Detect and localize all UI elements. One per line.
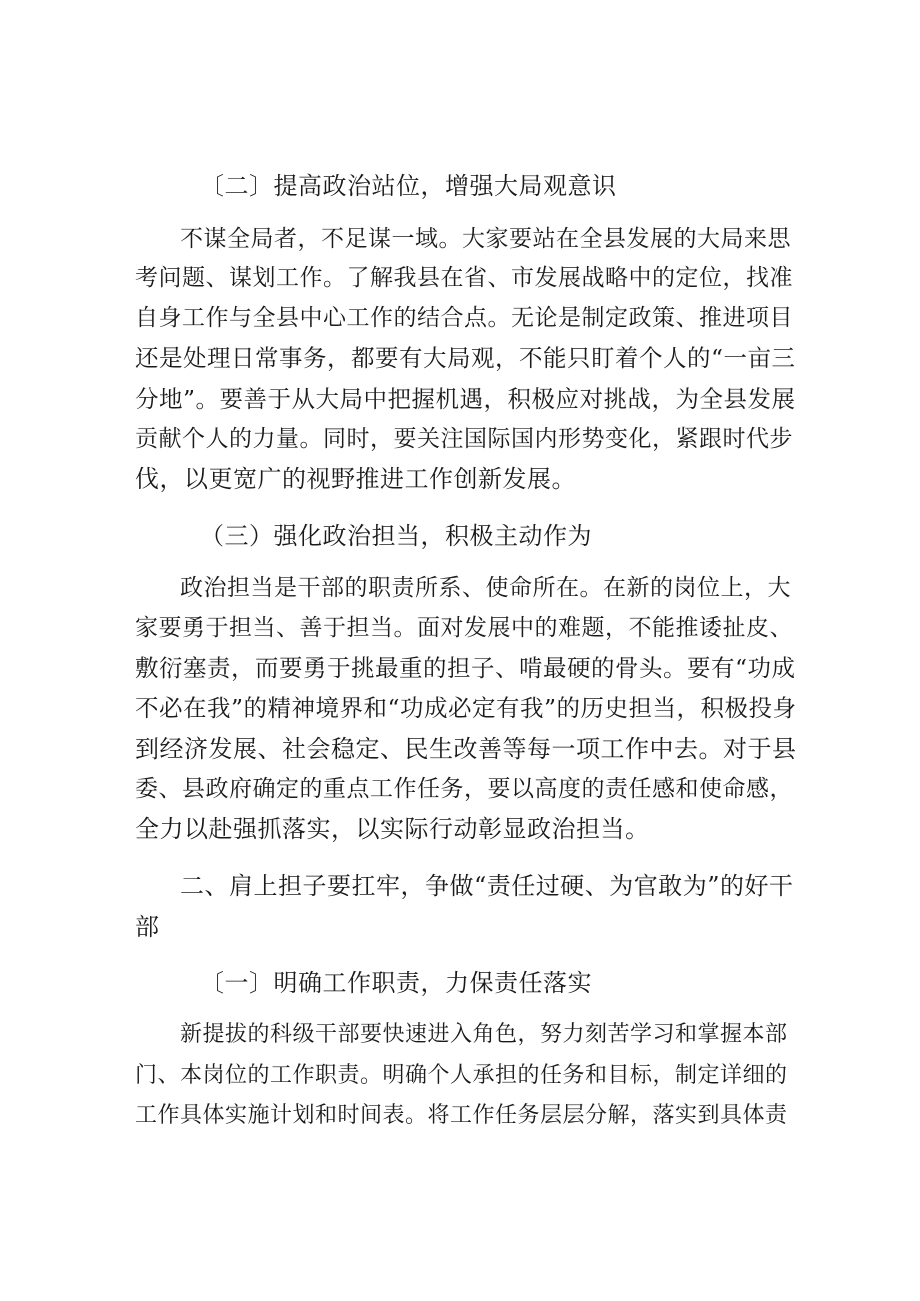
paragraph-line: 到经济发展、社会稳定、民生改善等每一项工作中去。对于县 [135, 735, 797, 763]
paragraph-line: 不必在我”的精神境界和“功成必定有我”的历史担当，积极投身 [135, 694, 797, 722]
paragraph-line: 敷衍塞责，而要勇于挑最重的担子、啃最硬的骨头。要有“功成 [135, 654, 796, 682]
paragraph-line: 政治担当是干部的职责所系、使命所在。在新的岗位上，大 [180, 575, 791, 601]
paragraph-line: 不谋全局者，不足谋一域。大家要站在全县发展的大局来思 [180, 226, 791, 252]
paragraph-line: 自身工作与全县中心工作的结合点。无论是制定政策、推进项目 [135, 305, 793, 331]
paragraph-line: 门、本岗位的工作职责。明确个人承担的任务和目标，制定详细的 [135, 1063, 788, 1088]
paragraph-line: 伐，以更宽广的视野推进工作创新发展。 [135, 465, 576, 493]
section-heading-2: 〔二〕提高政治站位，增强大局观意识 [200, 172, 617, 200]
paragraph-line: 家要勇于担当、善于担当。面对发展中的难题，不能推诿扯皮、 [135, 615, 793, 641]
paragraph-line: 分地”。要善于从大局中把握机遇，积极应对挑战，为全县发展 [135, 385, 796, 413]
section-heading-1: 〔一〕明确工作职责，力保责任落实 [200, 969, 592, 997]
paragraph-line: 还是处理日常事务，都要有大局观，不能只盯着个人的“一亩三 [135, 344, 796, 372]
paragraph-line: 考问题、谋划工作。了解我县在省、市发展战略中的定位，找准 [135, 265, 793, 291]
paragraph-line: 委、县政府确定的重点工作任务，要以高度的责任感和使命感， [135, 776, 793, 802]
chapter-heading-2-cont: 部 [135, 913, 160, 941]
section-heading-3: （三）强化政治担当，积极主动作为 [200, 522, 592, 550]
paragraph-line: 工作具体实施计划和时间表。将工作任务层层分解，落实到具体责 [135, 1103, 788, 1128]
paragraph-line: 新提拔的科级干部要快速进入角色，努力刻苦学习和掌握本部 [180, 1022, 788, 1047]
chapter-heading-2: 二、肩上担子要扛牢，争做“责任过硬、为官敢为”的好干 [180, 872, 794, 900]
paragraph-line: 贡献个人的力量。同时，要关注国际国内形势变化，紧跟时代步 [135, 426, 793, 452]
paragraph-line: 全力以赴强抓落实，以实际行动彰显政治担当。 [135, 815, 650, 843]
